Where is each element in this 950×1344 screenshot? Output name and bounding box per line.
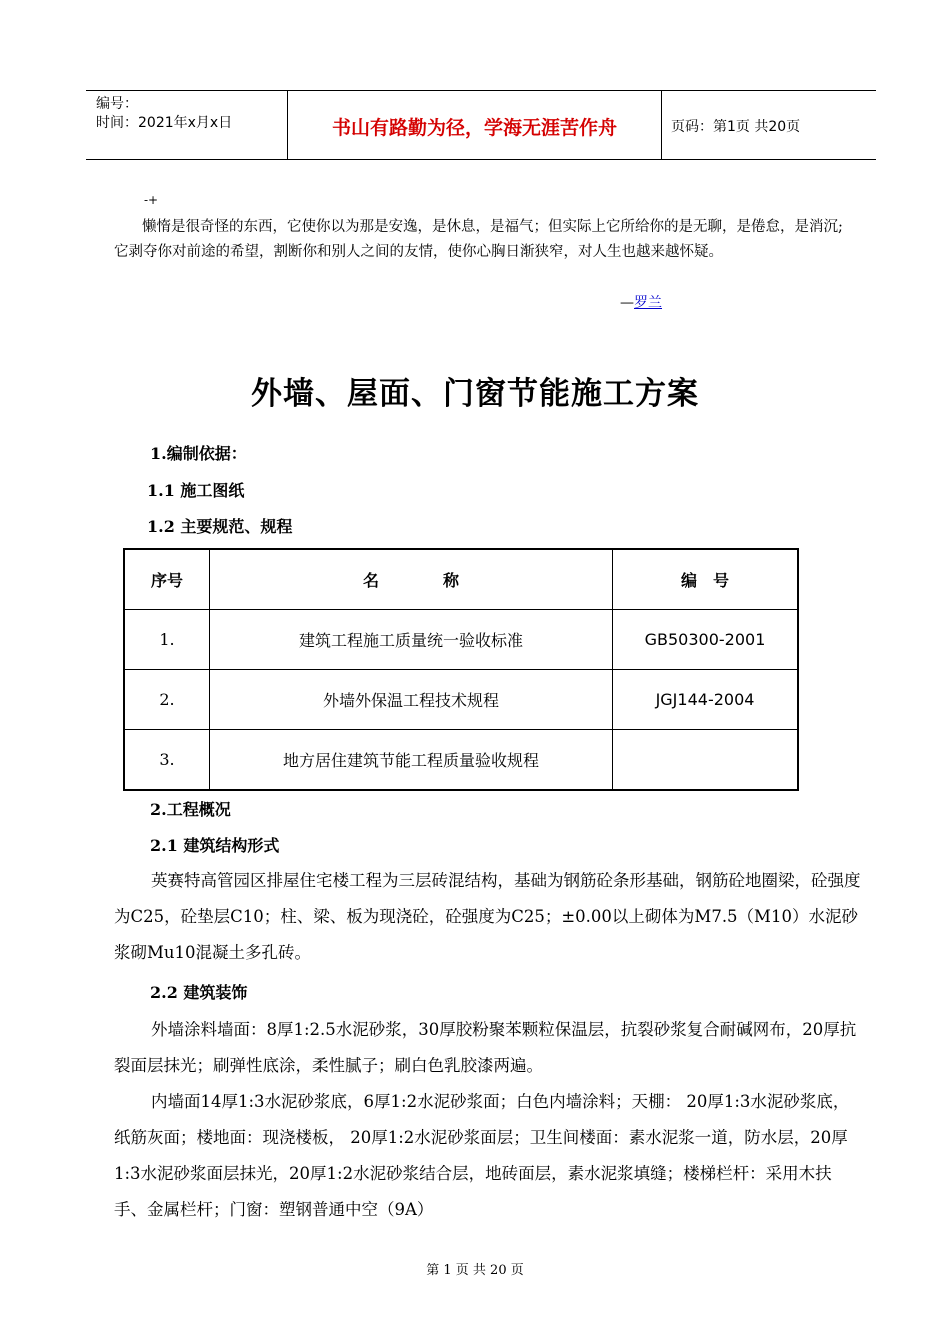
column-header: 名 称 xyxy=(210,549,613,610)
header-time: 时间：2021年x月x日 xyxy=(96,115,233,131)
column-header: 序号 xyxy=(124,549,210,610)
page-header xyxy=(86,90,876,160)
page-footer: 第 1 页 共 20 页 xyxy=(426,1263,524,1278)
table-header-row xyxy=(124,549,798,610)
table-cell: 地方居住建筑节能工程质量验收规程 xyxy=(210,730,613,791)
column-header: 编 号 xyxy=(613,549,799,610)
table-row xyxy=(124,670,798,730)
quote-text: 懒惰是很奇怪的东西，它使你以为那是安逸，是休息，是福气；但实际上它所给你的是无聊，是倦怠，是消沉;它剥夺你对前途的希望，割断你和别人之间的友情，使你心胸日渐狭窄，对人生也越来越怀疑。 xyxy=(114,219,843,260)
standards-table xyxy=(123,548,799,791)
header-motto: 书山有路勤为径，学海无涯苦作舟 xyxy=(331,117,617,139)
section-heading: 1.1 施工图纸 xyxy=(147,481,245,500)
table-cell: 建筑工程施工质量统一验收标准 xyxy=(210,610,613,670)
section-heading: 1.编制依据： xyxy=(150,444,247,463)
body-paragraph: 内墙面14厚1:3水泥砂浆底，6厚1:2水泥砂浆面；白色内墙涂料；天棚： 20厚1:3水泥砂浆底，纸筋灰面；楼地面：现浇楼板， 20厚1:2水泥砂浆面层；卫生间楼面：素水泥浆一道，防水层，20厚1:3水泥砂浆面层抹光，20厚1:2水泥砂浆结合层，地砖面层，素水泥浆填缝；楼梯栏杆：采用木扶手、金属栏杆；门窗：塑钢普通中空（9A） xyxy=(114,1092,850,1219)
table-cell: 1. xyxy=(124,610,210,670)
quote-attribution xyxy=(620,292,662,312)
table-cell: GB50300-2001 xyxy=(613,610,799,670)
body-paragraph: 外墙涂料墙面：8厚1:2.5水泥砂浆，30厚胶粉聚苯颗粒保温层，抗裂砂浆复合耐碱网布，20厚抗裂面层抹光；刷弹性底涂，柔性腻子；刷白色乳胶漆两遍。 xyxy=(114,1020,857,1075)
paragraph-mark: -+ xyxy=(144,193,159,207)
author-link[interactable]: 罗兰 xyxy=(634,295,662,311)
document-title: 外墙、屋面、门窗节能施工方案 xyxy=(251,376,699,412)
table-cell xyxy=(613,730,799,791)
section-heading: 2.2 建筑装饰 xyxy=(150,983,248,1002)
section-heading: 2.工程概况 xyxy=(150,800,231,819)
body-paragraph: 英赛特高管园区排屋住宅楼工程为三层砖混结构，基础为钢筋砼条形基础，钢筋砼地圈梁，砼强度为C25，砼垫层C10；柱、梁、板为现浇砼，砼强度为C25；±0.00以上砌体为M7.5（M10）水泥砂浆砌Mu10混凝土多孔砖。 xyxy=(114,871,861,962)
header-divider xyxy=(661,91,662,159)
quote-dash: — xyxy=(620,295,634,311)
table-row xyxy=(124,730,798,791)
table-cell: 2. xyxy=(124,670,210,730)
section-heading: 1.2 主要规范、规程 xyxy=(147,517,293,536)
table-cell: 外墙外保温工程技术规程 xyxy=(210,670,613,730)
header-number: 编号： xyxy=(96,96,138,112)
header-meta xyxy=(96,95,232,133)
table-cell: 3. xyxy=(124,730,210,791)
header-page-number: 页码：第1页 共20页 xyxy=(671,119,801,135)
table-cell: JGJ144-2004 xyxy=(613,670,799,730)
section-heading: 2.1 建筑结构形式 xyxy=(150,836,280,855)
table-row xyxy=(124,610,798,670)
